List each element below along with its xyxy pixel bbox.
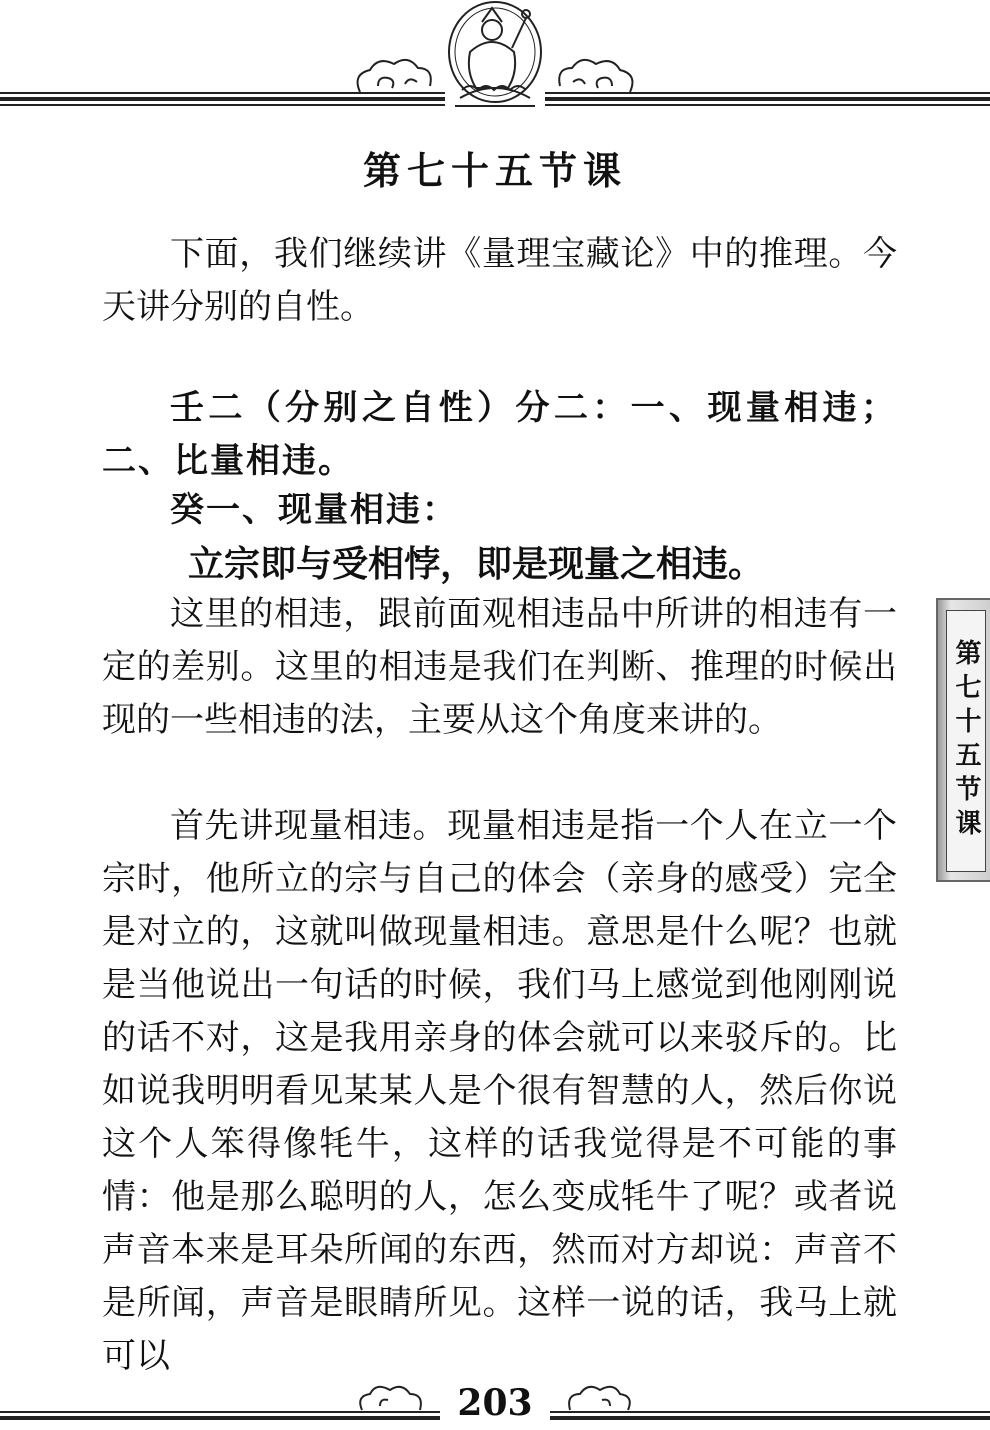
intro-paragraph: 下面，我们继续讲《量理宝藏论》中的推理。今天讲分别的自性。 xyxy=(102,234,897,327)
side-chapter-tab xyxy=(936,598,990,882)
section-heading-ren2: 壬二（分别之自性）分二：一、现量相违；二、比量相违。 xyxy=(102,388,897,481)
lesson-title: 第七十五节课 xyxy=(362,148,627,193)
explanation-paragraph-2: 首先讲现量相违。现量相违是指一个人在立一个宗时，他所立的宗与自己的体会（亲身的感受）完全是对立的，这就叫做现量相违。意思是什么呢？也就是当他说出一句话的时候，我们马上感觉到他刚刚说的话不对，这是我用亲身的体会就可以来驳斥的。比如说我明明看见某某人是个很有智慧的人，然后你说这个人笨得像牦牛，这样的话我觉得是不可能的事情：他是那么聪明的人，怎么变成牦牛了呢？或者说声音本来是耳朵所闻的东西，然而对方却说：声音不是所闻，声音是眼睛所见。这样一说的话，我马上就可以 xyxy=(102,806,897,1376)
side-tab-label: 第七十五节课 xyxy=(951,639,981,843)
page-header-ornament xyxy=(0,0,990,125)
footer-cloud-left-icon xyxy=(360,1387,421,1410)
deity-figure-icon xyxy=(449,2,541,106)
section-heading-gui1: 癸一、现量相违： xyxy=(170,490,458,530)
cloud-scroll-left-icon xyxy=(358,60,431,92)
explanation-paragraph-1: 这里的相违，跟前面观相违品中所讲的相违有一定的差别。这里的相违是我们在判断、推理的时候出现的一些相违的法，主要从这个角度来讲的。 xyxy=(102,594,897,740)
side-tab-frame xyxy=(946,610,986,872)
root-verse: 立宗即与受相悖，即是现量之相违。 xyxy=(188,544,765,585)
footer-cloud-right-icon xyxy=(569,1387,630,1410)
cloud-scroll-right-icon xyxy=(559,60,632,92)
header-border-svg xyxy=(0,0,990,125)
page-number: 203 xyxy=(457,1382,533,1424)
